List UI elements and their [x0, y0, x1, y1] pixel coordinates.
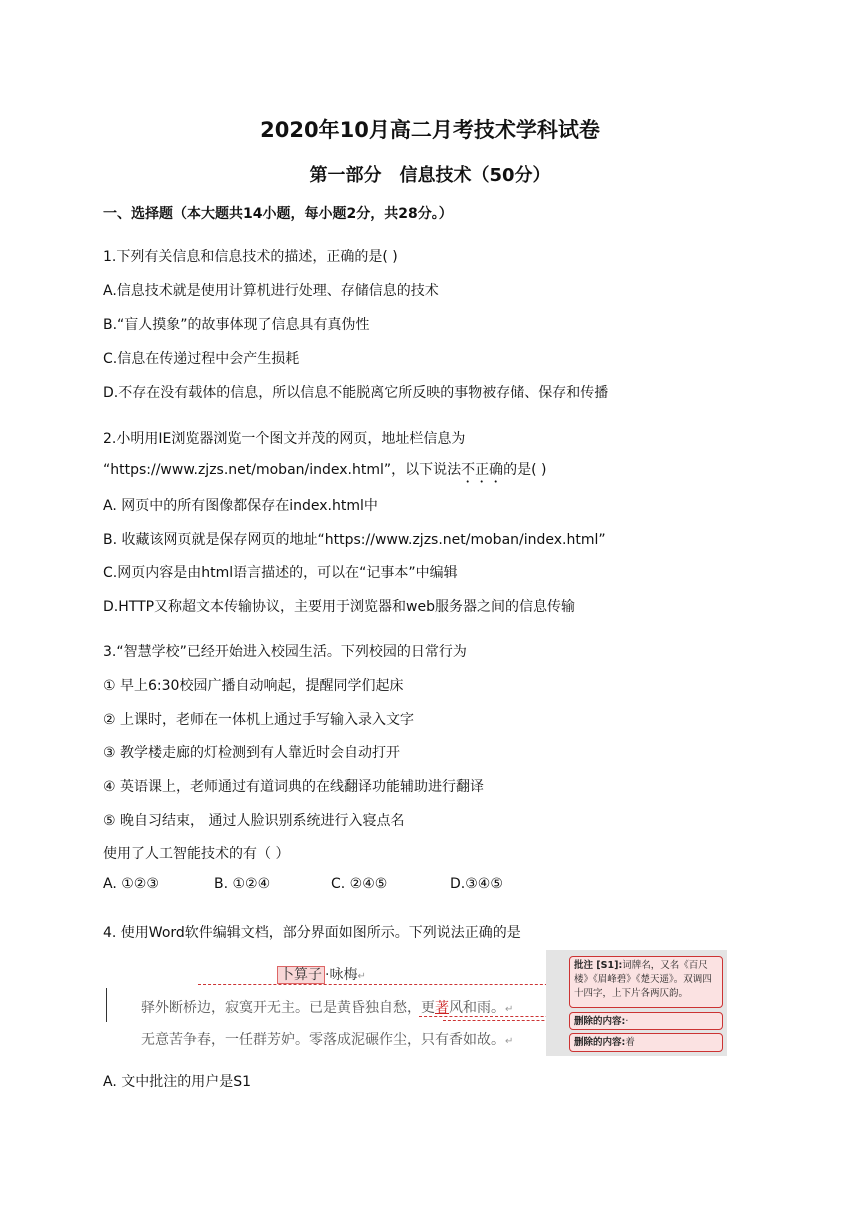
q1-option-a: A.信息技术就是使用计算机进行处理、存储信息的技术 — [103, 283, 439, 299]
poem-line-1 — [141, 997, 513, 1017]
q4-option-a: A. 文中批注的用户是S1 — [103, 1074, 252, 1090]
q2-stem: 2.小明用IE浏览器浏览一个图文并茂的网页，地址栏信息为 — [103, 431, 466, 447]
exam-title: 2020年10月高二月考技术学科试卷 — [260, 118, 600, 142]
commented-text: 卜算子 — [277, 966, 325, 984]
deletion-label: 删除的内容: — [574, 1016, 626, 1027]
change-bar — [106, 988, 107, 1022]
q3-stem: 3.“智慧学校”已经开始进入校园生活。下列校园的日常行为 — [103, 644, 467, 660]
paragraph-mark: ↵ — [505, 1036, 514, 1047]
q3-item-3: ③ 教学楼走廊的灯检测到有人靠近时会自动打开 — [103, 745, 400, 761]
q3-ask: 使用了人工智能技术的有（ ） — [103, 846, 290, 862]
q3-item-4: ④ 英语课上，老师通过有道词典的在线翻译功能辅助进行翻译 — [103, 779, 484, 795]
comment-balloon[interactable] — [569, 956, 723, 1008]
q2-url-text: “https://www.zjzs.net/moban/index.html”，以下说法 — [103, 462, 462, 478]
q1-stem: 1.下列有关信息和信息技术的描述，正确的是( ) — [103, 249, 398, 265]
q2-option-c: C.网页内容是由html语言描述的，可以在“记事本”中编辑 — [103, 565, 458, 581]
poem-line-2-text: 无意苦争春，一任群芳妒。零落成泥碾作尘，只有香如故。 — [141, 1032, 505, 1048]
q2-stem-end: 的是( ) — [503, 462, 547, 478]
poem-title-rest: ·咏梅 — [325, 967, 358, 983]
q4-stem: 4. 使用Word软件编辑文档，部分界面如图所示。下列说法正确的是 — [103, 925, 521, 941]
q3-option-b: B. ①②④ — [214, 876, 271, 892]
poem-line-1-start: 驿外断桥边，寂寞开无主。已是黄昏独自愁，更 — [141, 1000, 435, 1016]
deletion-text: 着 — [625, 1037, 635, 1048]
deletion-balloon[interactable] — [569, 1033, 723, 1052]
q3-option-c: C. ②④⑤ — [331, 876, 388, 892]
comment-label: 批注 [S1]: — [574, 960, 623, 971]
poem-line-1-end: 风和雨。 — [449, 1000, 505, 1016]
q3-item-2: ② 上课时，老师在一体机上通过手写输入录入文字 — [103, 712, 414, 728]
poem-line-2 — [141, 1029, 513, 1049]
paragraph-mark: ↵ — [357, 971, 366, 982]
comment-connector — [198, 984, 568, 985]
q3-option-a: A. ①②③ — [103, 876, 159, 892]
q3-option-d: D.③④⑤ — [450, 876, 503, 892]
q3-item-1: ① 早上6:30校园广播自动响起，提醒同学们起床 — [103, 678, 404, 694]
deletion-label: 删除的内容: — [574, 1037, 626, 1048]
poem-title — [277, 964, 366, 984]
markup-pane — [546, 950, 727, 1056]
part-title: 第一部分 信息技术（50分） — [309, 165, 551, 186]
inserted-text: 著 — [435, 1000, 449, 1016]
paragraph-mark: ↵ — [505, 1004, 514, 1015]
section-heading: 一、选择题（本大题共14小题，每小题2分，共28分。） — [103, 206, 453, 222]
q1-option-d: D.不存在没有载体的信息，所以信息不能脱离它所反映的事物被存储、保存和传播 — [103, 385, 609, 401]
q2-option-a: A. 网页中的所有图像都保存在index.html中 — [103, 498, 378, 514]
q3-item-5: ⑤ 晚自习结束， 通过人脸识别系统进行入寝点名 — [103, 813, 405, 829]
word-screenshot — [103, 950, 727, 1056]
comment-text: 词牌名，又名《百尺楼》《眉峰碧》《楚天遥》。双调四十四字，上下片各两仄韵。 — [574, 960, 712, 999]
deletion-balloon[interactable] — [569, 1012, 723, 1030]
q2-option-d: D.HTTP又称超文本传输协议，主要用于浏览器和web服务器之间的信息传输 — [103, 599, 576, 615]
q1-option-b: B.“盲人摸象”的故事体现了信息具有真伪性 — [103, 317, 370, 333]
q2-option-b: B. 收藏该网页就是保存网页的地址“https://www.zjzs.net/moban/index.html” — [103, 532, 606, 548]
q2-stem-line2 — [103, 459, 547, 486]
q1-option-c: C.信息在传递过程中会产生损耗 — [103, 351, 300, 367]
deletion-text: · — [625, 1016, 629, 1027]
q2-emphasis: 不正确 — [461, 462, 504, 478]
